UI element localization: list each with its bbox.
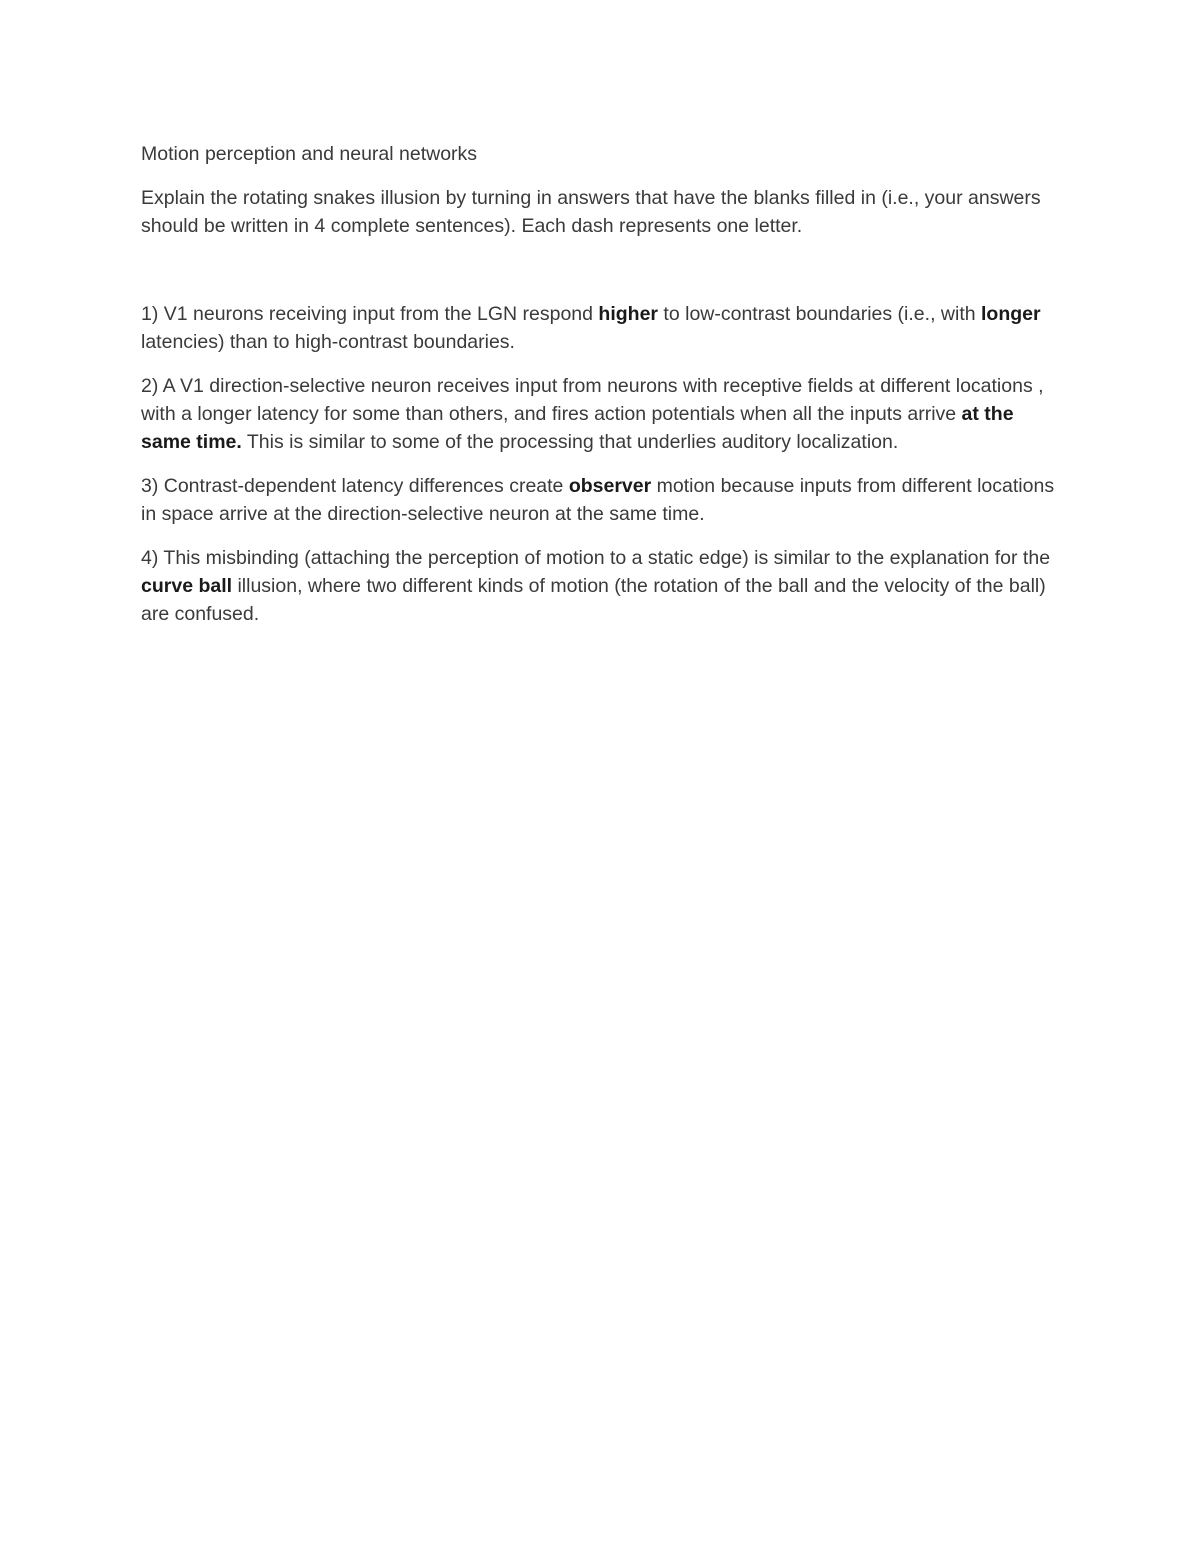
document-body [141, 140, 1056, 644]
answer-2-text-a: 2) A V1 direction-selective neuron receives input from neurons with receptive fields at different locations , with a longer latency for some than others, and fires action potentials when all the inputs arrive [141, 375, 1044, 425]
answer-3-text-a: 3) Contrast-dependent latency differences create [141, 475, 569, 497]
document-title: Motion perception and neural networks [141, 143, 478, 165]
answer-4-blank-1: curve ball [141, 575, 233, 597]
answer-3-blank-1: observer [568, 475, 652, 497]
instructions-paragraph: Explain the rotating snakes illusion by turning in answers that have the blanks filled in (i.e., your answers should be written in 4 complete sentences). Each dash represents one letter. [141, 187, 1041, 237]
answer-1-text-a: 1) V1 neurons receiving input from the LGN respond [141, 303, 599, 325]
answer-4 [141, 544, 1056, 628]
answer-2-blank-1: at the same time. [141, 403, 1014, 453]
answer-3 [141, 472, 1056, 528]
answer-4-text-b: illusion, where two different kinds of motion (the rotation of the ball and the velocity of the ball) are confused. [141, 575, 1046, 625]
answer-3-text-b: motion because inputs from different locations in space arrive at the direction-selective neuron at the same time. [141, 475, 1055, 525]
answer-1-text-b: to low-contrast boundaries (i.e., with [658, 303, 981, 325]
answer-2-text-b: This is similar to some of the processing that underlies auditory localization. [241, 431, 899, 453]
answer-1-blank-2: longer [981, 303, 1041, 325]
answer-1-text-c: latencies) than to high-contrast boundaries. [141, 331, 515, 353]
answer-2 [141, 372, 1056, 456]
answer-1 [141, 300, 1056, 356]
answer-1-blank-1: higher [598, 303, 659, 325]
answer-4-text-a: 4) This misbinding (attaching the perception of motion to a static edge) is similar to the explanation for the [141, 547, 1051, 569]
